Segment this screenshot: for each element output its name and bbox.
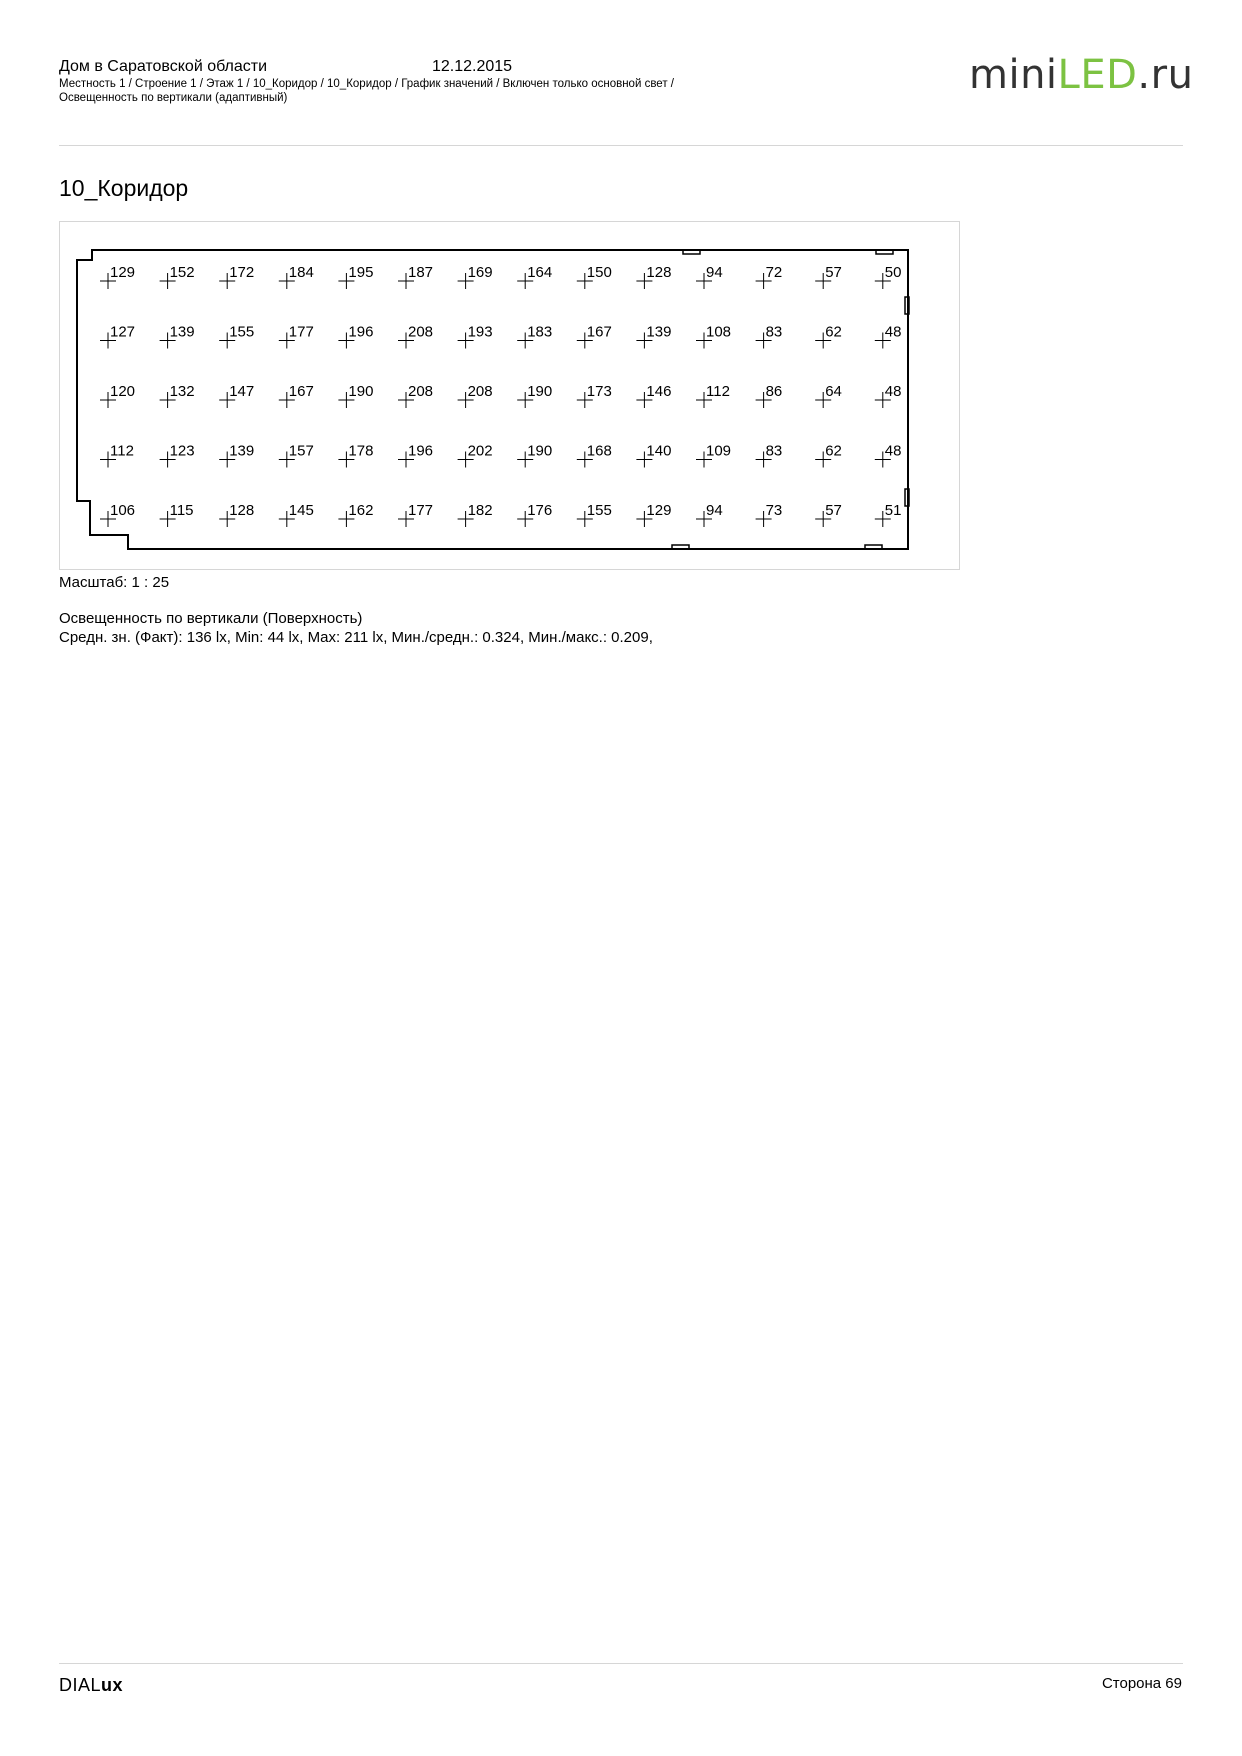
- measurement-grid: [100, 264, 901, 527]
- illuminance-value: 94: [706, 264, 723, 281]
- illuminance-value: 64: [825, 383, 842, 400]
- room-outline: [77, 250, 909, 549]
- grid-point: [160, 443, 195, 468]
- illuminance-value: 182: [467, 502, 493, 519]
- grid-point: [338, 324, 373, 349]
- grid-point: [636, 502, 671, 527]
- wall-opening: [876, 250, 893, 254]
- illuminance-value: 176: [527, 502, 553, 519]
- grid-point: [338, 502, 373, 527]
- grid-point: [815, 502, 842, 527]
- grid-point: [756, 502, 783, 527]
- dialux-logo: [59, 1675, 123, 1696]
- grid-point: [756, 264, 783, 289]
- grid-point: [577, 502, 612, 527]
- grid-point: [100, 502, 135, 527]
- illuminance-value: 108: [706, 323, 732, 341]
- illuminance-value: 190: [527, 383, 553, 400]
- dialux-logo-bold: ux: [101, 1675, 124, 1695]
- illuminance-value: 132: [169, 383, 195, 400]
- illuminance-value: 128: [229, 502, 255, 519]
- grid-point: [100, 443, 134, 468]
- illuminance-value: 202: [467, 442, 493, 460]
- illuminance-value: 164: [527, 264, 553, 281]
- grid-point: [696, 383, 730, 408]
- illuminance-value: 190: [348, 383, 374, 400]
- illuminance-value: 147: [229, 383, 255, 400]
- header-path-line-2: Освещенность по вертикали (адаптивный): [59, 92, 288, 104]
- illuminance-value: 109: [706, 442, 732, 460]
- illuminance-value: 72: [765, 264, 783, 281]
- illuminance-value: 168: [586, 442, 612, 460]
- illuminance-value: 73: [765, 502, 783, 519]
- grid-point: [517, 264, 552, 289]
- illuminance-value: 196: [348, 323, 374, 341]
- grid-point: [219, 383, 254, 408]
- grid-point: [279, 502, 314, 527]
- header-project: Дом в Саратовской области: [59, 58, 268, 75]
- grid-point: [875, 324, 902, 349]
- grid-point: [696, 264, 723, 289]
- grid-point: [636, 324, 671, 349]
- illuminance-value: 169: [467, 264, 493, 281]
- illuminance-value: 106: [110, 502, 136, 519]
- illuminance-value: 172: [229, 264, 255, 281]
- grid-point: [279, 443, 314, 468]
- grid-point: [517, 443, 552, 468]
- logo-part-ru: .ru: [1137, 52, 1194, 98]
- grid-point: [517, 502, 552, 527]
- illuminance-value: 187: [408, 264, 434, 281]
- wall-opening: [865, 545, 882, 549]
- illuminance-value: 83: [765, 323, 783, 341]
- illuminance-value: 190: [527, 442, 553, 460]
- illuminance-value: 62: [825, 323, 842, 341]
- grid-point: [696, 443, 731, 468]
- grid-point: [279, 383, 314, 408]
- illuminance-value: 83: [765, 442, 783, 460]
- plan-frame: [59, 221, 960, 570]
- grid-point: [398, 502, 433, 527]
- miniled-logo: [969, 52, 1193, 98]
- grid-point: [458, 443, 493, 468]
- grid-point: [338, 443, 373, 468]
- grid-point: [815, 264, 842, 289]
- wall-opening: [683, 250, 700, 254]
- illuminance-value: 162: [348, 502, 374, 519]
- grid-point: [219, 502, 254, 527]
- surface-label: Освещенность по вертикали (Поверхность): [59, 610, 363, 627]
- grid-point: [815, 324, 842, 349]
- scale-label: Масштаб: 1 : 25: [59, 574, 170, 591]
- grid-point: [636, 264, 671, 289]
- illuminance-value: 129: [110, 264, 136, 281]
- grid-point: [279, 324, 314, 349]
- grid-point: [160, 264, 195, 289]
- grid-point: [696, 324, 731, 349]
- illuminance-value: 120: [110, 383, 136, 400]
- grid-point: [398, 383, 433, 408]
- illuminance-value: 115: [169, 502, 194, 519]
- grid-point: [219, 443, 254, 468]
- grid-point: [219, 264, 254, 289]
- grid-point: [815, 443, 842, 468]
- illuminance-value: 48: [884, 323, 902, 341]
- illuminance-value: 155: [229, 323, 255, 341]
- grid-point: [636, 443, 671, 468]
- grid-point: [100, 264, 135, 289]
- illuminance-value: 48: [884, 383, 902, 400]
- grid-point: [398, 443, 433, 468]
- grid-point: [815, 383, 842, 408]
- grid-point: [756, 443, 783, 468]
- illuminance-value: 208: [408, 323, 434, 341]
- grid-point: [696, 502, 723, 527]
- grid-point: [160, 383, 195, 408]
- grid-point: [577, 443, 612, 468]
- room-plan: [60, 222, 959, 569]
- grid-point: [338, 383, 373, 408]
- illuminance-value: 167: [288, 383, 314, 400]
- grid-point: [577, 383, 612, 408]
- header-path-line-1: Местность 1 / Строение 1 / Этаж 1 / 10_Коридор / 10_Коридор / График значений / Включен только основной свет /: [59, 78, 674, 90]
- wall-opening: [672, 545, 689, 549]
- grid-point: [875, 443, 902, 468]
- illuminance-value: 145: [288, 502, 314, 519]
- page-number: Сторона 69: [1101, 1675, 1182, 1692]
- dialux-logo-light: DIAL: [59, 1675, 102, 1695]
- illuminance-value: 167: [586, 323, 612, 341]
- page-title: 10_Коридор: [59, 175, 189, 201]
- illuminance-value: 196: [408, 442, 434, 460]
- illuminance-value: 150: [586, 264, 612, 281]
- illuminance-value: 112: [110, 442, 134, 460]
- illuminance-value: 123: [169, 442, 195, 460]
- illuminance-value: 140: [646, 442, 672, 460]
- grid-point: [160, 324, 195, 349]
- illuminance-value: 208: [467, 383, 493, 400]
- illuminance-value: 129: [646, 502, 672, 519]
- illuminance-value: 127: [110, 323, 136, 341]
- grid-point: [338, 264, 373, 289]
- illuminance-value: 112: [706, 383, 730, 400]
- header-divider: [59, 145, 1183, 146]
- illuminance-value: 62: [825, 442, 842, 460]
- illuminance-value: 51: [884, 502, 902, 519]
- illuminance-value: 173: [586, 383, 612, 400]
- grid-point: [756, 383, 783, 408]
- grid-point: [398, 324, 433, 349]
- stats-summary: Средн. зн. (Факт): 136 lx, Min: 44 lx, Max: 211 lx, Мин./средн.: 0.324, Мин./макс.: 0.209,: [59, 629, 653, 646]
- illuminance-value: 128: [646, 264, 672, 281]
- illuminance-value: 139: [169, 323, 195, 341]
- illuminance-value: 139: [646, 323, 672, 341]
- illuminance-value: 146: [646, 383, 672, 400]
- grid-point: [636, 383, 671, 408]
- footer-divider: [59, 1663, 1183, 1664]
- logo-part-led: LED: [1057, 52, 1138, 98]
- illuminance-value: 177: [288, 323, 314, 341]
- grid-point: [219, 324, 254, 349]
- illuminance-value: 48: [884, 442, 902, 460]
- grid-point: [875, 502, 902, 527]
- illuminance-value: 94: [706, 502, 723, 519]
- grid-point: [577, 264, 612, 289]
- header-path: [59, 77, 779, 105]
- grid-point: [100, 324, 135, 349]
- grid-point: [458, 502, 493, 527]
- illuminance-value: 157: [288, 442, 314, 460]
- illuminance-value: 139: [229, 442, 255, 460]
- illuminance-value: 183: [527, 323, 553, 341]
- illuminance-value: 177: [408, 502, 434, 519]
- grid-point: [100, 383, 135, 408]
- illuminance-value: 155: [586, 502, 612, 519]
- grid-point: [517, 324, 552, 349]
- illuminance-value: 195: [348, 264, 374, 281]
- illuminance-value: 57: [825, 264, 842, 281]
- logo-part-mini: mini: [969, 52, 1058, 98]
- grid-point: [875, 383, 902, 408]
- grid-point: [458, 383, 493, 408]
- grid-point: [458, 324, 493, 349]
- header-date: 12.12.2015: [432, 58, 513, 75]
- illuminance-value: 193: [467, 323, 493, 341]
- grid-point: [398, 264, 433, 289]
- grid-point: [279, 264, 314, 289]
- grid-point: [756, 324, 783, 349]
- illuminance-value: 184: [288, 264, 314, 281]
- illuminance-value: 208: [408, 383, 434, 400]
- illuminance-value: 152: [169, 264, 195, 281]
- illuminance-value: 57: [825, 502, 842, 519]
- illuminance-value: 86: [765, 383, 783, 400]
- grid-point: [875, 264, 902, 289]
- illuminance-value: 50: [884, 264, 902, 281]
- illuminance-value: 178: [348, 442, 374, 460]
- grid-point: [577, 324, 612, 349]
- grid-point: [160, 502, 194, 527]
- grid-point: [458, 264, 493, 289]
- grid-point: [517, 383, 552, 408]
